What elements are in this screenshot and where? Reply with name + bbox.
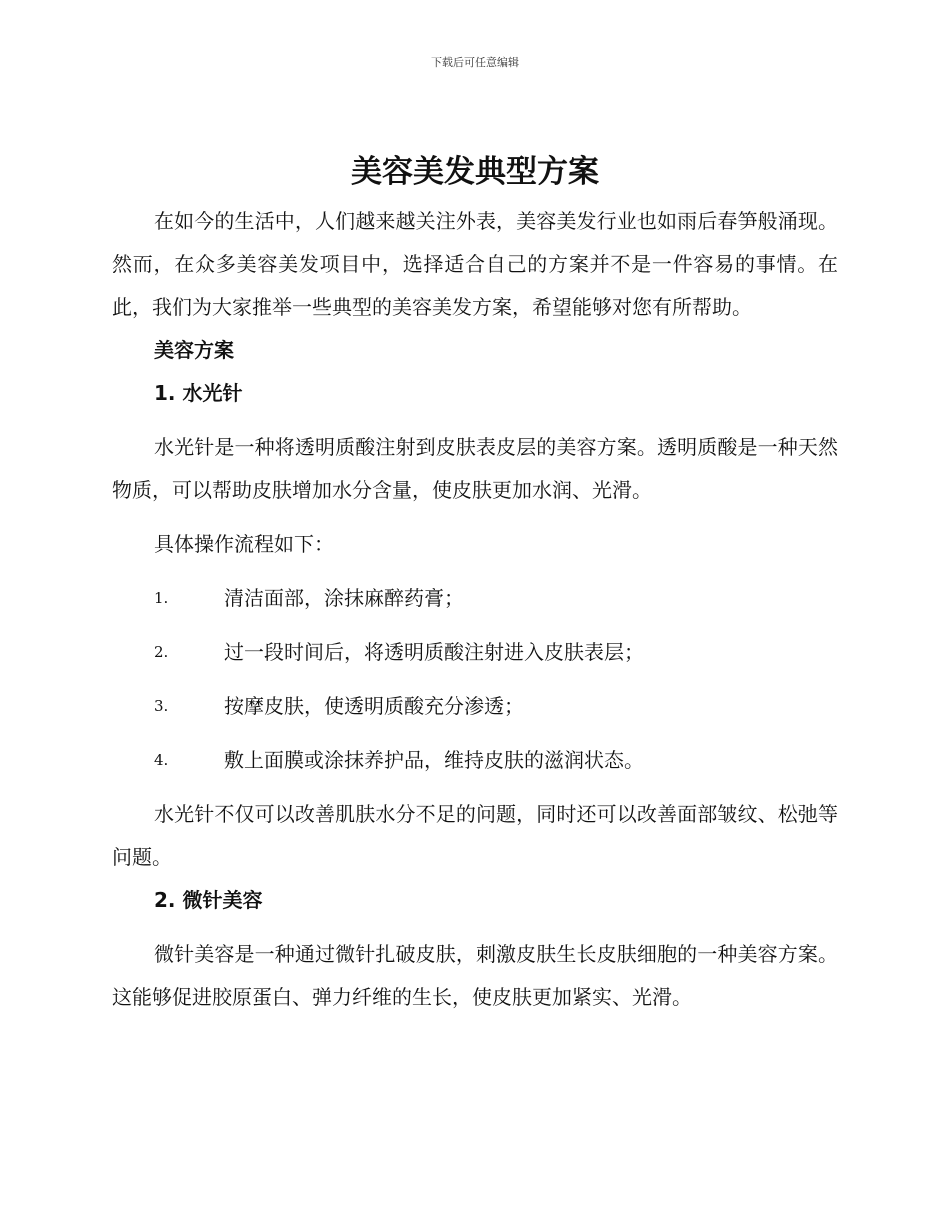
procedure-steps-list bbox=[112, 577, 838, 782]
list-item bbox=[112, 631, 838, 674]
list-item bbox=[112, 577, 838, 620]
subheading-microneedle: 2. 微针美容 bbox=[154, 888, 263, 912]
section-heading-beauty: 美容方案 bbox=[154, 338, 234, 362]
hydra-needle-description: 水光针是一种将透明质酸注射到皮肤表皮层的美容方案。透明质酸是一种天然物质，可以帮助皮肤增加水分含量，使皮肤更加水润、光滑。 bbox=[112, 435, 838, 502]
intro-paragraph: 在如今的生活中，人们越来越关注外表，美容美发行业也如雨后春笋般涌现。然而，在众多美容美发项目中，选择适合自己的方案并不是一件容易的事情。在此，我们为大家推举一些典型的美容美发方案，希望能够对您有所帮助。 bbox=[112, 209, 838, 319]
list-item-text: 按摩皮肤，使透明质酸充分渗透； bbox=[224, 694, 524, 718]
list-item-text: 敷上面膜或涂抹养护品，维持皮肤的滋润状态。 bbox=[224, 748, 644, 772]
steps-intro: 具体操作流程如下： bbox=[154, 532, 334, 556]
document-body bbox=[112, 200, 838, 1019]
list-item bbox=[112, 685, 838, 728]
hydra-needle-summary: 水光针不仅可以改善肌肤水分不足的问题，同时还可以改善面部皱纹、松弛等问题。 bbox=[112, 802, 838, 869]
list-item-text: 清洁面部，涂抹麻醉药膏； bbox=[224, 586, 464, 610]
list-item-number: 1. bbox=[154, 589, 169, 607]
list-item-text: 过一段时间后，将透明质酸注射进入皮肤表层； bbox=[224, 640, 644, 664]
list-item-number: 3. bbox=[154, 697, 169, 715]
list-item bbox=[112, 739, 838, 782]
list-item-number: 4. bbox=[154, 751, 169, 769]
subheading-hydra-needle: 1. 水光针 bbox=[154, 381, 243, 405]
page-header-note: 下载后可任意编辑 bbox=[431, 56, 519, 69]
microneedle-description: 微针美容是一种通过微针扎破皮肤，刺激皮肤生长皮肤细胞的一种美容方案。这能够促进胶原蛋白、弹力纤维的生长，使皮肤更加紧实、光滑。 bbox=[112, 942, 838, 1009]
document-title: 美容美发典型方案 bbox=[351, 154, 599, 190]
list-item-number: 2. bbox=[154, 643, 169, 661]
